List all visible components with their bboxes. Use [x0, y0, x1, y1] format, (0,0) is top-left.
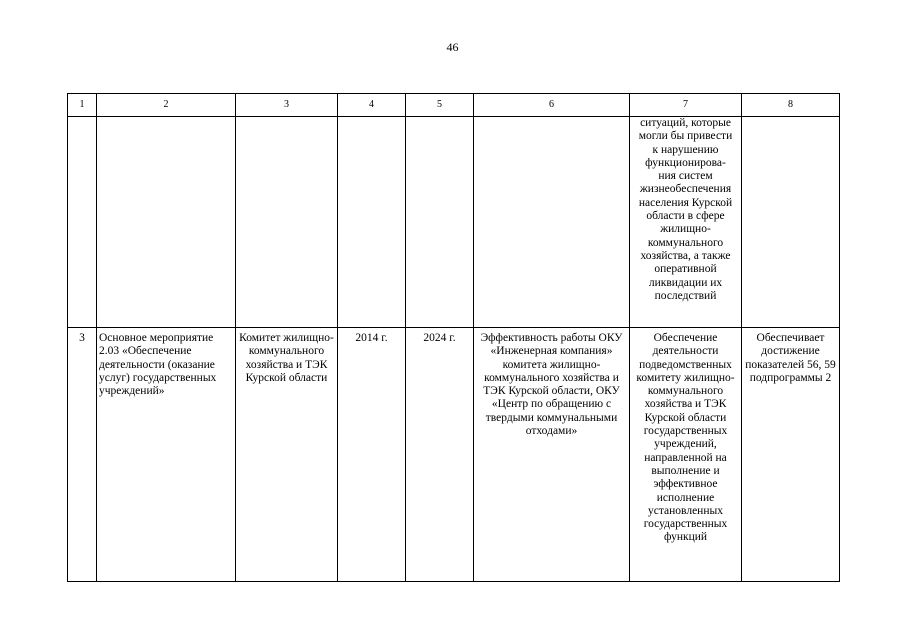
page-number: 46 — [446, 40, 459, 54]
header-row — [68, 94, 840, 117]
cell-empty — [338, 117, 406, 328]
cell-empty — [97, 117, 236, 328]
cell-expected-result: Эффективность работы ОКУ «Инженерная компания» комитета жилищно-коммунального хозяйства и ТЭК Курской области, ОКУ «Центр по обращению с твердыми коммунальными отходами» — [474, 328, 630, 582]
header-cell-1: 1 — [68, 94, 97, 117]
cell-start-year: 2014 г. — [338, 328, 406, 582]
header-cell-6: 6 — [474, 94, 630, 117]
header-cell-2: 2 — [97, 94, 236, 117]
cell-empty — [236, 117, 338, 328]
header-cell-4: 4 — [338, 94, 406, 117]
cell-description: Обеспечение деятельности подведомственных комитету жилищно-коммунального хозяйства и ТЭК Курской области государственных учреждений, направленной на выполнение и эффективное исполнение установленных государственных функций — [630, 328, 742, 582]
cell-empty — [68, 117, 97, 328]
header-cell-5: 5 — [406, 94, 474, 117]
cell-empty — [474, 117, 630, 328]
cell-executor: Комитет жилищно-коммунального хозяйства и ТЭК Курской области — [236, 328, 338, 582]
header-cell-8: 8 — [742, 94, 840, 117]
cell-empty — [742, 117, 840, 328]
header-cell-7: 7 — [630, 94, 742, 117]
cell-event-name: Основное мероприятие 2.03 «Обеспечение деятельности (оказание услуг) государственных учреждений» — [97, 328, 236, 582]
table-row — [68, 328, 840, 582]
cell-row-number: 3 — [68, 328, 97, 582]
header-cell-3: 3 — [236, 94, 338, 117]
cell-indicator-link: Обеспечивает достижение показателей 56, 59 подпрограммы 2 — [742, 328, 840, 582]
table-row-continuation — [68, 117, 840, 328]
cell-empty — [406, 117, 474, 328]
cell-end-year: 2024 г. — [406, 328, 474, 582]
cell-description-continued: ситуаций, которые могли бы привести к нарушению функционирова-ния систем жизнеобеспечения населения Курской области в сфере жилищно-коммунального хозяйства, а также оперативной ликвидации их последствий — [630, 117, 742, 328]
program-events-table — [67, 93, 840, 582]
